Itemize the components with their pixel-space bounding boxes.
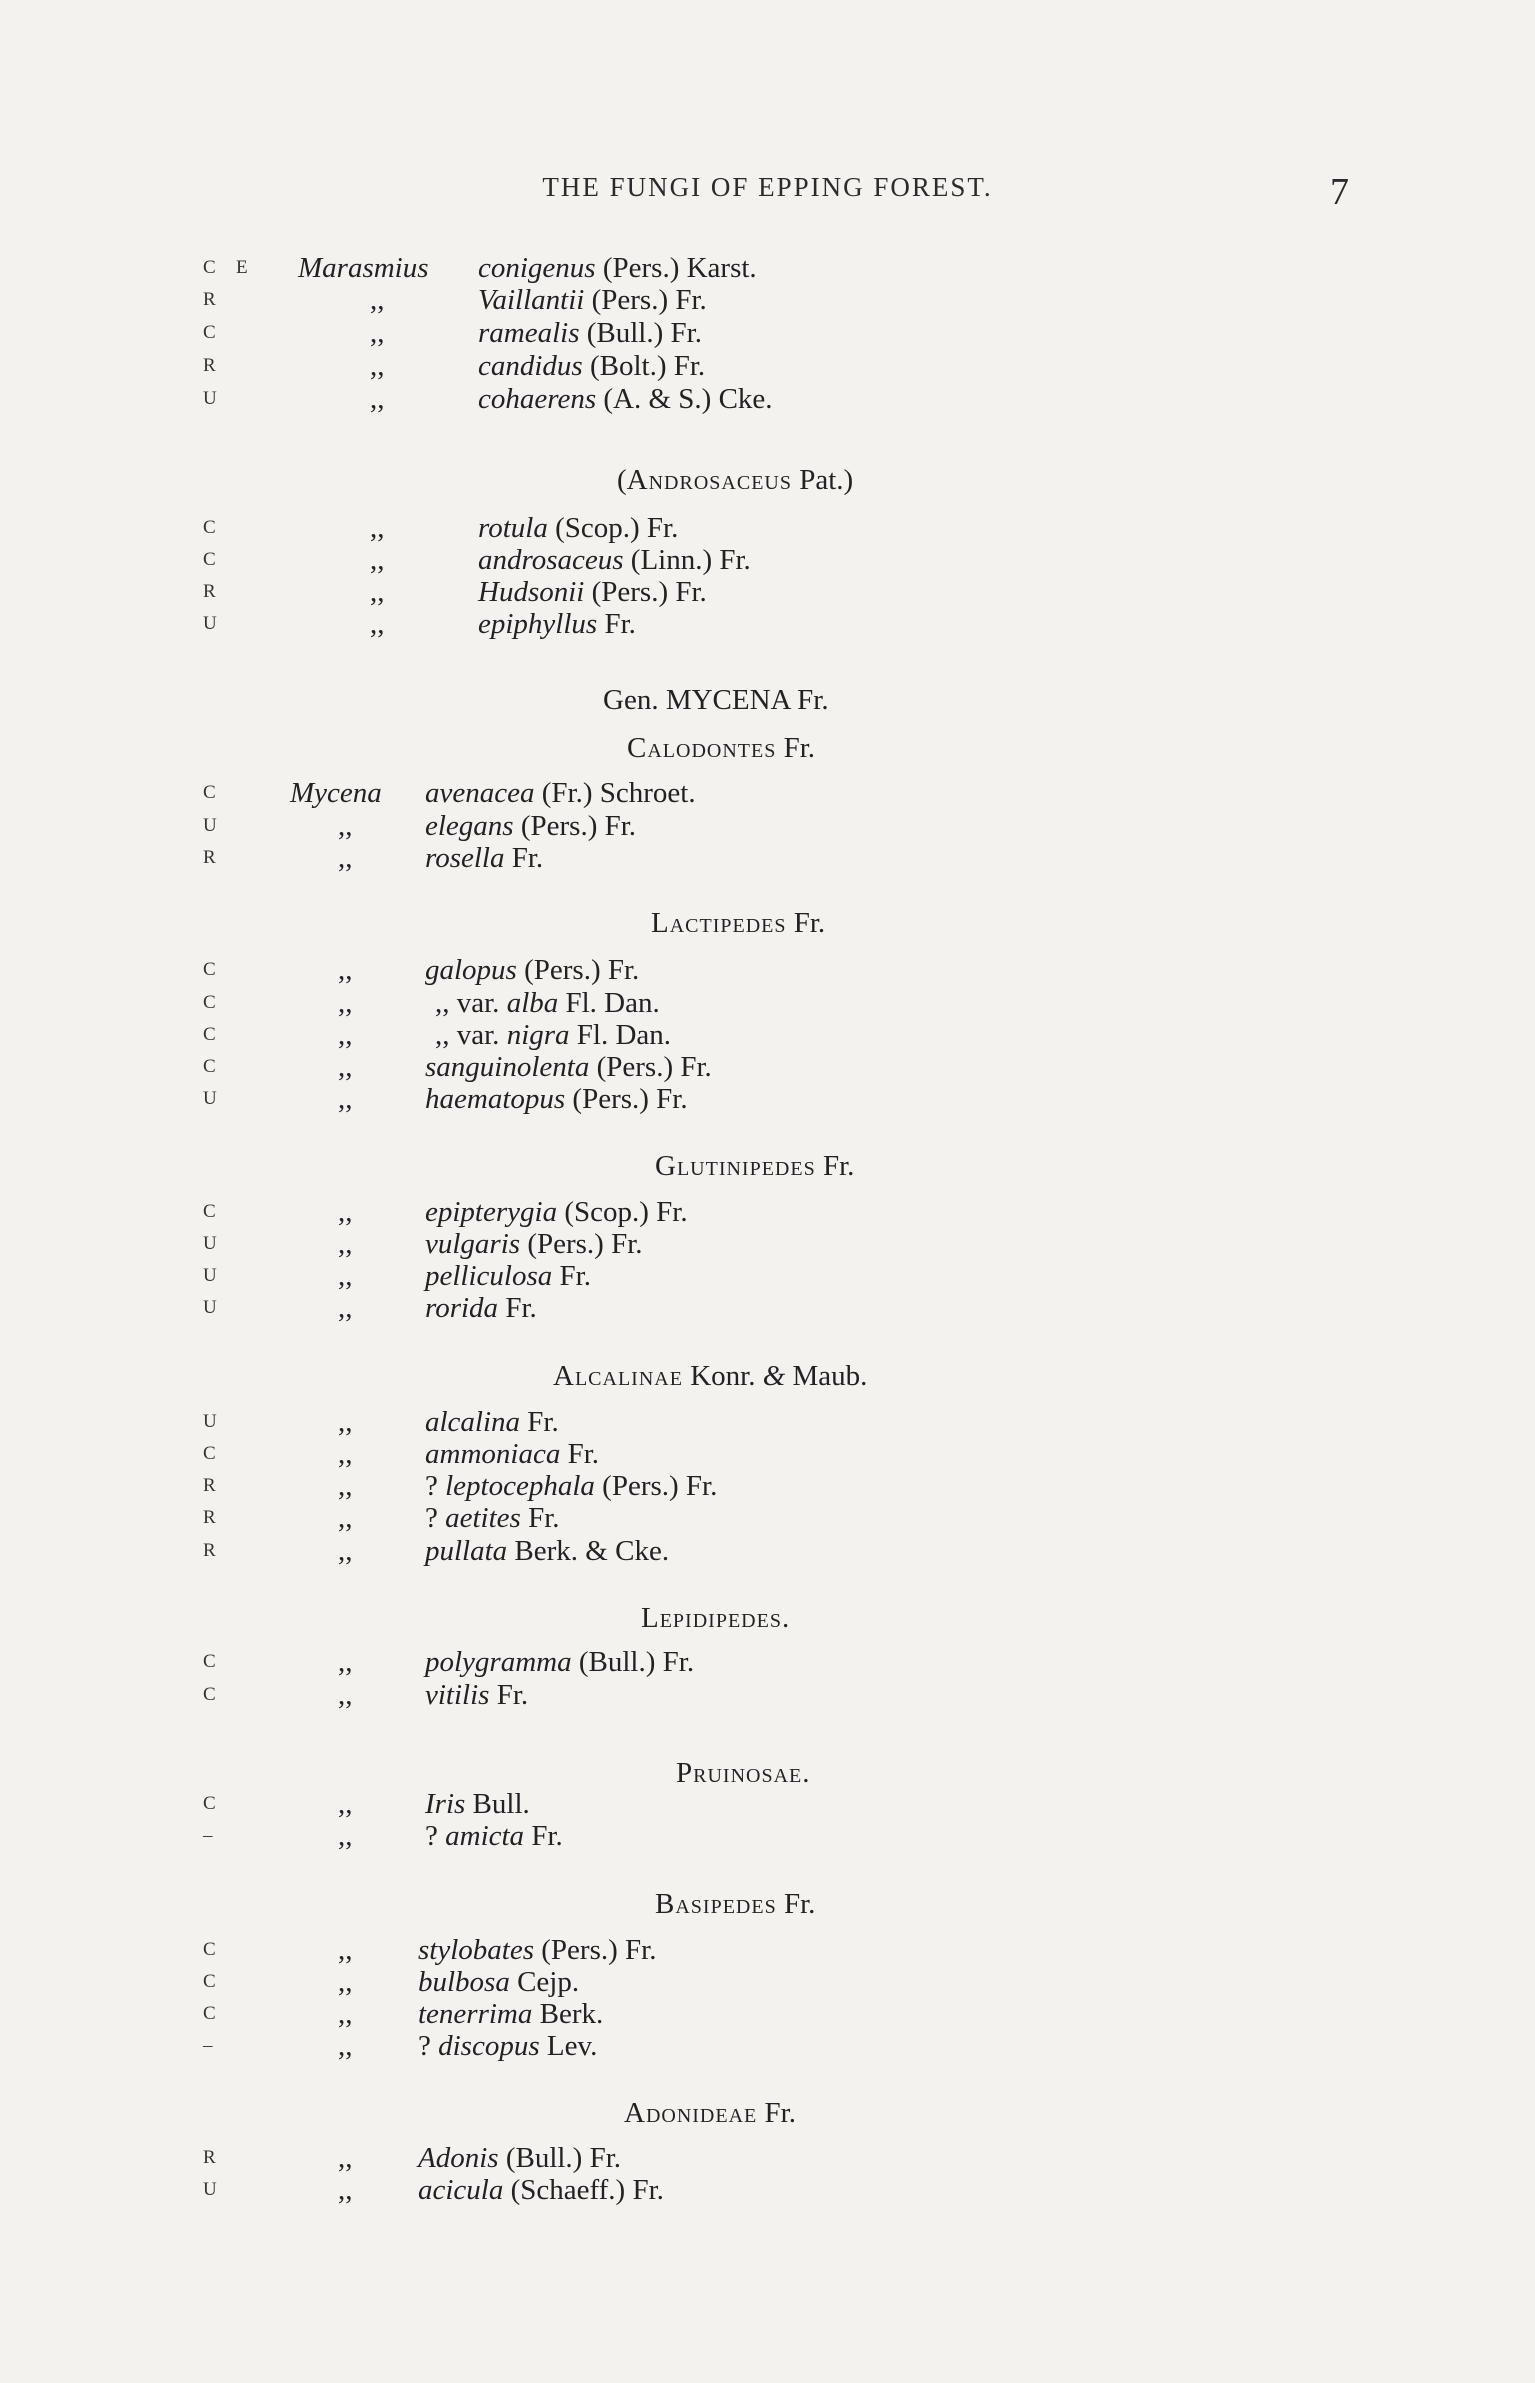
entry-body	[425, 808, 636, 844]
entry-body	[425, 1258, 591, 1294]
variety-name: alba	[506, 987, 559, 1019]
ditto-mark: ,,	[338, 1470, 353, 1502]
authority: (Bull.) Fr.	[498, 2142, 622, 2174]
frequency-code: C	[203, 1684, 217, 1705]
species-entry	[0, 606, 1535, 642]
authority: (A. & S.) Cke.	[596, 383, 773, 415]
entry-body	[435, 985, 660, 1021]
entry-body	[425, 1226, 643, 1262]
authority: Fl. Dan.	[569, 1019, 672, 1051]
species-name: avenacea	[425, 777, 535, 809]
ditto-mark: ,,	[338, 1646, 353, 1678]
section-name: Glutinipedes	[655, 1150, 816, 1182]
authority: Fr.	[524, 1820, 563, 1852]
frequency-code: R	[203, 2147, 217, 2168]
ditto-mark: ,,	[338, 1019, 353, 1051]
species-entry	[0, 1996, 1535, 2032]
frequency-code: C	[203, 2003, 217, 2024]
frequency-code: U	[203, 1233, 218, 1254]
ditto-mark: ,,	[338, 1998, 353, 2030]
section-heading	[0, 905, 1535, 941]
frequency-code: R	[203, 581, 217, 602]
running-head: THE FUNGI OF EPPING FOREST.	[542, 172, 993, 202]
section-heading-text	[627, 730, 815, 766]
ditto-mark: ,,	[338, 2030, 353, 2062]
frequency-code: U	[203, 815, 218, 836]
species-name: haematopus	[425, 1083, 566, 1115]
species-name: alcalina	[425, 1406, 521, 1438]
species-name: rotula	[478, 512, 548, 544]
entry-body	[478, 282, 707, 318]
section-heading	[0, 1600, 1535, 1636]
genus-heading	[0, 682, 1535, 718]
section-heading	[0, 730, 1535, 766]
frequency-code: C	[203, 1056, 217, 1077]
ditto-mark: ,,	[338, 1406, 353, 1438]
species-name: stylobates	[418, 1934, 534, 1966]
ditto-mark: ,,	[370, 383, 385, 415]
frequency-code: C	[203, 1939, 217, 1960]
authority: (Pers.) Fr.	[534, 1934, 657, 1966]
entry-body	[478, 606, 636, 642]
ampersand: &	[762, 1360, 786, 1392]
section-name: Calodontes	[627, 732, 777, 764]
authority: (Bolt.) Fr.	[582, 350, 706, 382]
species-entry	[0, 381, 1535, 417]
species-name: bulbosa	[418, 1966, 510, 1998]
species-name: aetites	[445, 1502, 521, 1534]
species-name: Hudsonii	[478, 576, 585, 608]
species-entry	[0, 574, 1535, 610]
ditto-mark: ,,	[338, 1966, 353, 1998]
authority: Bull.	[465, 1788, 530, 1820]
frequency-code: U	[203, 388, 218, 409]
authority: Cejp.	[509, 1966, 580, 1998]
authority: (Bull.) Fr.	[579, 317, 702, 349]
frequency-code: C	[203, 257, 217, 278]
authority: Fr.	[552, 1260, 591, 1292]
species-name: Iris	[425, 1788, 466, 1820]
species-entry	[0, 1049, 1535, 1085]
entry-body	[418, 2140, 621, 2176]
frequency-code: U	[203, 1411, 218, 1432]
authority: Fl. Dan.	[558, 987, 660, 1019]
frequency-code: C	[203, 1793, 217, 1814]
ditto-mark: ,,	[338, 954, 353, 986]
species-entry	[0, 2028, 1535, 2064]
entry-body	[418, 1964, 579, 2000]
section-heading	[0, 2095, 1535, 2131]
section-heading-text	[655, 1148, 854, 1184]
species-entry	[0, 1081, 1535, 1117]
authority: (Pers.) Fr.	[516, 954, 640, 986]
entry-body	[478, 315, 702, 351]
entry-body	[425, 775, 696, 811]
ditto-mark: ,,	[338, 1292, 353, 1324]
section-heading-text	[617, 462, 853, 498]
species-entry	[0, 1786, 1535, 1822]
entry-body	[425, 1533, 669, 1569]
frequency-code: –	[203, 1825, 214, 1846]
entry-body	[478, 381, 773, 417]
ditto-mark: ,,	[370, 317, 385, 349]
species-entry	[0, 348, 1535, 384]
species-entry	[0, 952, 1535, 988]
ditto-mark: ,,	[338, 1083, 353, 1115]
frequency-code: U	[203, 613, 218, 634]
species-entry	[0, 1258, 1535, 1294]
authority: Fr.	[498, 1292, 537, 1324]
species-name: cohaerens	[478, 383, 597, 415]
ditto-mark: ,,	[338, 2142, 353, 2174]
ditto-mark: ,,	[338, 1934, 353, 1966]
page-number: 7	[1330, 171, 1349, 213]
species-entry	[0, 1500, 1535, 1536]
section-heading-text	[651, 905, 825, 941]
species-entry	[0, 250, 1535, 286]
section-authority: Pat.)	[791, 464, 854, 496]
frequency-code: U	[203, 1297, 218, 1318]
authority: Fr.	[504, 842, 544, 874]
species-name: leptocephala	[445, 1470, 595, 1502]
entry-body	[435, 1017, 671, 1053]
frequency-code: C	[203, 782, 217, 803]
species-entry	[0, 1194, 1535, 1230]
authority: Fr.	[489, 1679, 529, 1711]
species-name: rorida	[425, 1292, 499, 1324]
authority: (Bull.) Fr.	[571, 1646, 695, 1678]
section-prefix: (	[617, 464, 627, 496]
section-name: Lactipedes	[651, 907, 787, 939]
frequency-code: C	[203, 1024, 217, 1045]
frequency-code: R	[203, 355, 217, 376]
species-name: rosella	[425, 842, 505, 874]
entry-body	[478, 250, 757, 286]
species-entry	[0, 542, 1535, 578]
frequency-code: R	[203, 1540, 217, 1561]
frequency-code: –	[203, 2035, 214, 2056]
section-authority: Konr. & Maub.	[682, 1360, 868, 1392]
entry-body	[478, 510, 678, 546]
entry-body	[478, 574, 707, 610]
frequency-code: C	[203, 549, 217, 570]
species-name: pullata	[425, 1535, 508, 1567]
ditto-mark: ,,	[338, 1788, 353, 1820]
ditto-mark: ,,	[338, 842, 353, 874]
authority: (Linn.) Fr.	[623, 544, 751, 576]
ditto-mark: ,,	[338, 987, 353, 1019]
frequency-code: C	[203, 992, 217, 1013]
authority: Fr.	[560, 1438, 600, 1470]
frequency-code: U	[203, 2179, 218, 2200]
section-heading	[0, 1358, 1535, 1394]
species-entry	[0, 2172, 1535, 2208]
entry-body	[425, 1468, 717, 1504]
species-name: acicula	[418, 2174, 504, 2206]
variety-name: nigra	[506, 1019, 570, 1051]
section-authority: Fr.	[776, 1888, 816, 1920]
species-entry	[0, 1017, 1535, 1053]
section-heading	[0, 1886, 1535, 1922]
frequency-code: C	[203, 1443, 217, 1464]
species-name: androsaceus	[478, 544, 624, 576]
genus-heading-text: Gen. MYCENA Fr.	[603, 684, 829, 716]
frequency-code: C	[203, 959, 217, 980]
section-heading	[0, 462, 1535, 498]
frequency-code: C	[203, 1651, 217, 1672]
species-entry	[0, 840, 1535, 876]
frequency-code: R	[203, 847, 217, 868]
section-heading	[0, 1148, 1535, 1184]
species-name: elegans	[425, 810, 514, 842]
section-authority: Fr.	[757, 2097, 796, 2129]
section-heading-text	[655, 1886, 815, 1922]
entry-body	[418, 2172, 664, 2208]
ditto-mark: ,,	[338, 1820, 353, 1852]
authority: (Pers.) Fr.	[513, 810, 637, 842]
species-name: conigenus	[478, 252, 596, 284]
query-mark: ?	[425, 1470, 446, 1502]
authority: Berk. & Cke.	[507, 1535, 670, 1567]
species-entry	[0, 775, 1535, 811]
species-entry	[0, 1468, 1535, 1504]
species-name: tenerrima	[418, 1998, 533, 2030]
frequency-code: R	[203, 1507, 217, 1528]
entry-body	[425, 1404, 559, 1440]
species-entry	[0, 1818, 1535, 1854]
section-heading-text	[553, 1358, 867, 1394]
section-name: Androsaceus	[626, 464, 792, 496]
frequency-code: U	[203, 1088, 218, 1109]
authority: (Schaeff.) Fr.	[503, 2174, 664, 2206]
query-mark: ?	[425, 1502, 446, 1534]
entry-body	[478, 348, 705, 384]
species-entry	[0, 315, 1535, 351]
species-entry	[0, 1290, 1535, 1326]
authority: (Pers.) Fr.	[594, 1470, 718, 1502]
ditto-mark: ,,	[370, 284, 385, 316]
frequency-code: C	[203, 1971, 217, 1992]
entry-body	[478, 542, 751, 578]
authority: (Pers.) Fr.	[584, 284, 707, 316]
section-authority: Fr.	[786, 907, 826, 939]
frequency-code: C	[203, 1201, 217, 1222]
ditto-mark: ,,	[435, 1019, 457, 1051]
entry-body	[425, 1500, 560, 1536]
authority: (Scop.) Fr.	[557, 1196, 688, 1228]
frequency-code: C	[203, 517, 217, 538]
species-entry	[0, 282, 1535, 318]
species-name: discopus	[438, 2030, 540, 2062]
genus-name: Mycena	[290, 777, 382, 809]
species-name: ammoniaca	[425, 1438, 561, 1470]
species-name: Adonis	[418, 2142, 499, 2174]
species-entry	[0, 1644, 1535, 1680]
ditto-mark: ,,	[338, 1535, 353, 1567]
authority: (Pers.) Fr.	[520, 1228, 643, 1260]
section-heading-text	[641, 1600, 790, 1636]
section-name: Adonideae	[624, 2097, 758, 2129]
section-name: Lepidipedes.	[641, 1602, 791, 1634]
entry-body	[425, 1818, 563, 1854]
entry-body	[425, 840, 543, 876]
section-authority: Fr.	[815, 1150, 855, 1182]
species-name: polygramma	[425, 1646, 572, 1678]
entry-body	[418, 1932, 656, 1968]
entry-body	[418, 2028, 597, 2064]
ditto-mark: ,,	[338, 2174, 353, 2206]
authority: Fr.	[520, 1502, 560, 1534]
entry-body	[425, 1081, 688, 1117]
entry-body	[425, 1436, 599, 1472]
species-entry	[0, 1533, 1535, 1569]
species-entry	[0, 1677, 1535, 1713]
ditto-mark: ,,	[338, 1260, 353, 1292]
variety-label: var.	[456, 987, 507, 1019]
entry-body	[425, 1786, 530, 1822]
entry-body	[418, 1996, 603, 2032]
authority: (Pers.) Fr.	[584, 576, 707, 608]
authority: (Pers.) Fr.	[565, 1083, 688, 1115]
frequency-flag: E	[236, 257, 248, 278]
ditto-mark: ,,	[338, 1228, 353, 1260]
species-entry	[0, 985, 1535, 1021]
species-name: epiphyllus	[478, 608, 598, 640]
query-mark: ?	[425, 1820, 446, 1852]
section-name: Alcalinae	[553, 1360, 683, 1392]
entry-body	[425, 1194, 688, 1230]
species-entry	[0, 2140, 1535, 2176]
entry-body	[425, 1677, 528, 1713]
species-name: Vaillantii	[478, 284, 585, 316]
section-name: Basipedes	[655, 1888, 777, 1920]
ditto-mark: ,,	[370, 350, 385, 382]
species-name: amicta	[445, 1820, 525, 1852]
species-name: ramealis	[478, 317, 580, 349]
authority: (Scop.) Fr.	[547, 512, 679, 544]
species-name: candidus	[478, 350, 583, 382]
species-name: sanguinolenta	[425, 1051, 590, 1083]
authority: (Fr.) Schroet.	[534, 777, 696, 809]
frequency-code: R	[203, 289, 217, 310]
entry-body	[425, 1049, 712, 1085]
species-entry	[0, 1404, 1535, 1440]
species-entry	[0, 1932, 1535, 1968]
ditto-mark: ,,	[338, 1196, 353, 1228]
section-authority: Fr.	[776, 732, 816, 764]
species-entry	[0, 1226, 1535, 1262]
ditto-mark: ,,	[338, 1502, 353, 1534]
entry-body	[425, 1290, 537, 1326]
species-name: vulgaris	[425, 1228, 521, 1260]
authority: Berk.	[532, 1998, 604, 2030]
query-mark: ?	[418, 2030, 439, 2062]
frequency-code: C	[203, 322, 217, 343]
section-name: Pruinosae.	[676, 1757, 811, 1789]
authority: (Pers.) Karst.	[595, 252, 757, 284]
ditto-mark: ,,	[370, 608, 385, 640]
ditto-mark: ,,	[435, 987, 457, 1019]
frequency-code: R	[203, 1475, 217, 1496]
variety-label: var.	[456, 1019, 507, 1051]
species-name: vitilis	[425, 1679, 490, 1711]
entry-body	[425, 952, 639, 988]
species-entry	[0, 510, 1535, 546]
authority: Lev.	[539, 2030, 598, 2062]
ditto-mark: ,,	[370, 576, 385, 608]
species-name: pelliculosa	[425, 1260, 553, 1292]
authority: Fr.	[520, 1406, 559, 1438]
ditto-mark: ,,	[370, 544, 385, 576]
species-name: galopus	[425, 954, 517, 986]
species-entry	[0, 1436, 1535, 1472]
authority: Fr.	[597, 608, 636, 640]
authority: (Pers.) Fr.	[589, 1051, 712, 1083]
ditto-mark: ,,	[338, 1051, 353, 1083]
species-entry	[0, 808, 1535, 844]
ditto-mark: ,,	[370, 512, 385, 544]
section-heading-text	[624, 2095, 796, 2131]
entry-body	[425, 1644, 694, 1680]
frequency-code: U	[203, 1265, 218, 1286]
ditto-mark: ,,	[338, 1438, 353, 1470]
ditto-mark: ,,	[338, 810, 353, 842]
species-entry	[0, 1964, 1535, 2000]
genus-name: Marasmius	[298, 252, 429, 284]
species-name: epipterygia	[425, 1196, 558, 1228]
ditto-mark: ,,	[338, 1679, 353, 1711]
